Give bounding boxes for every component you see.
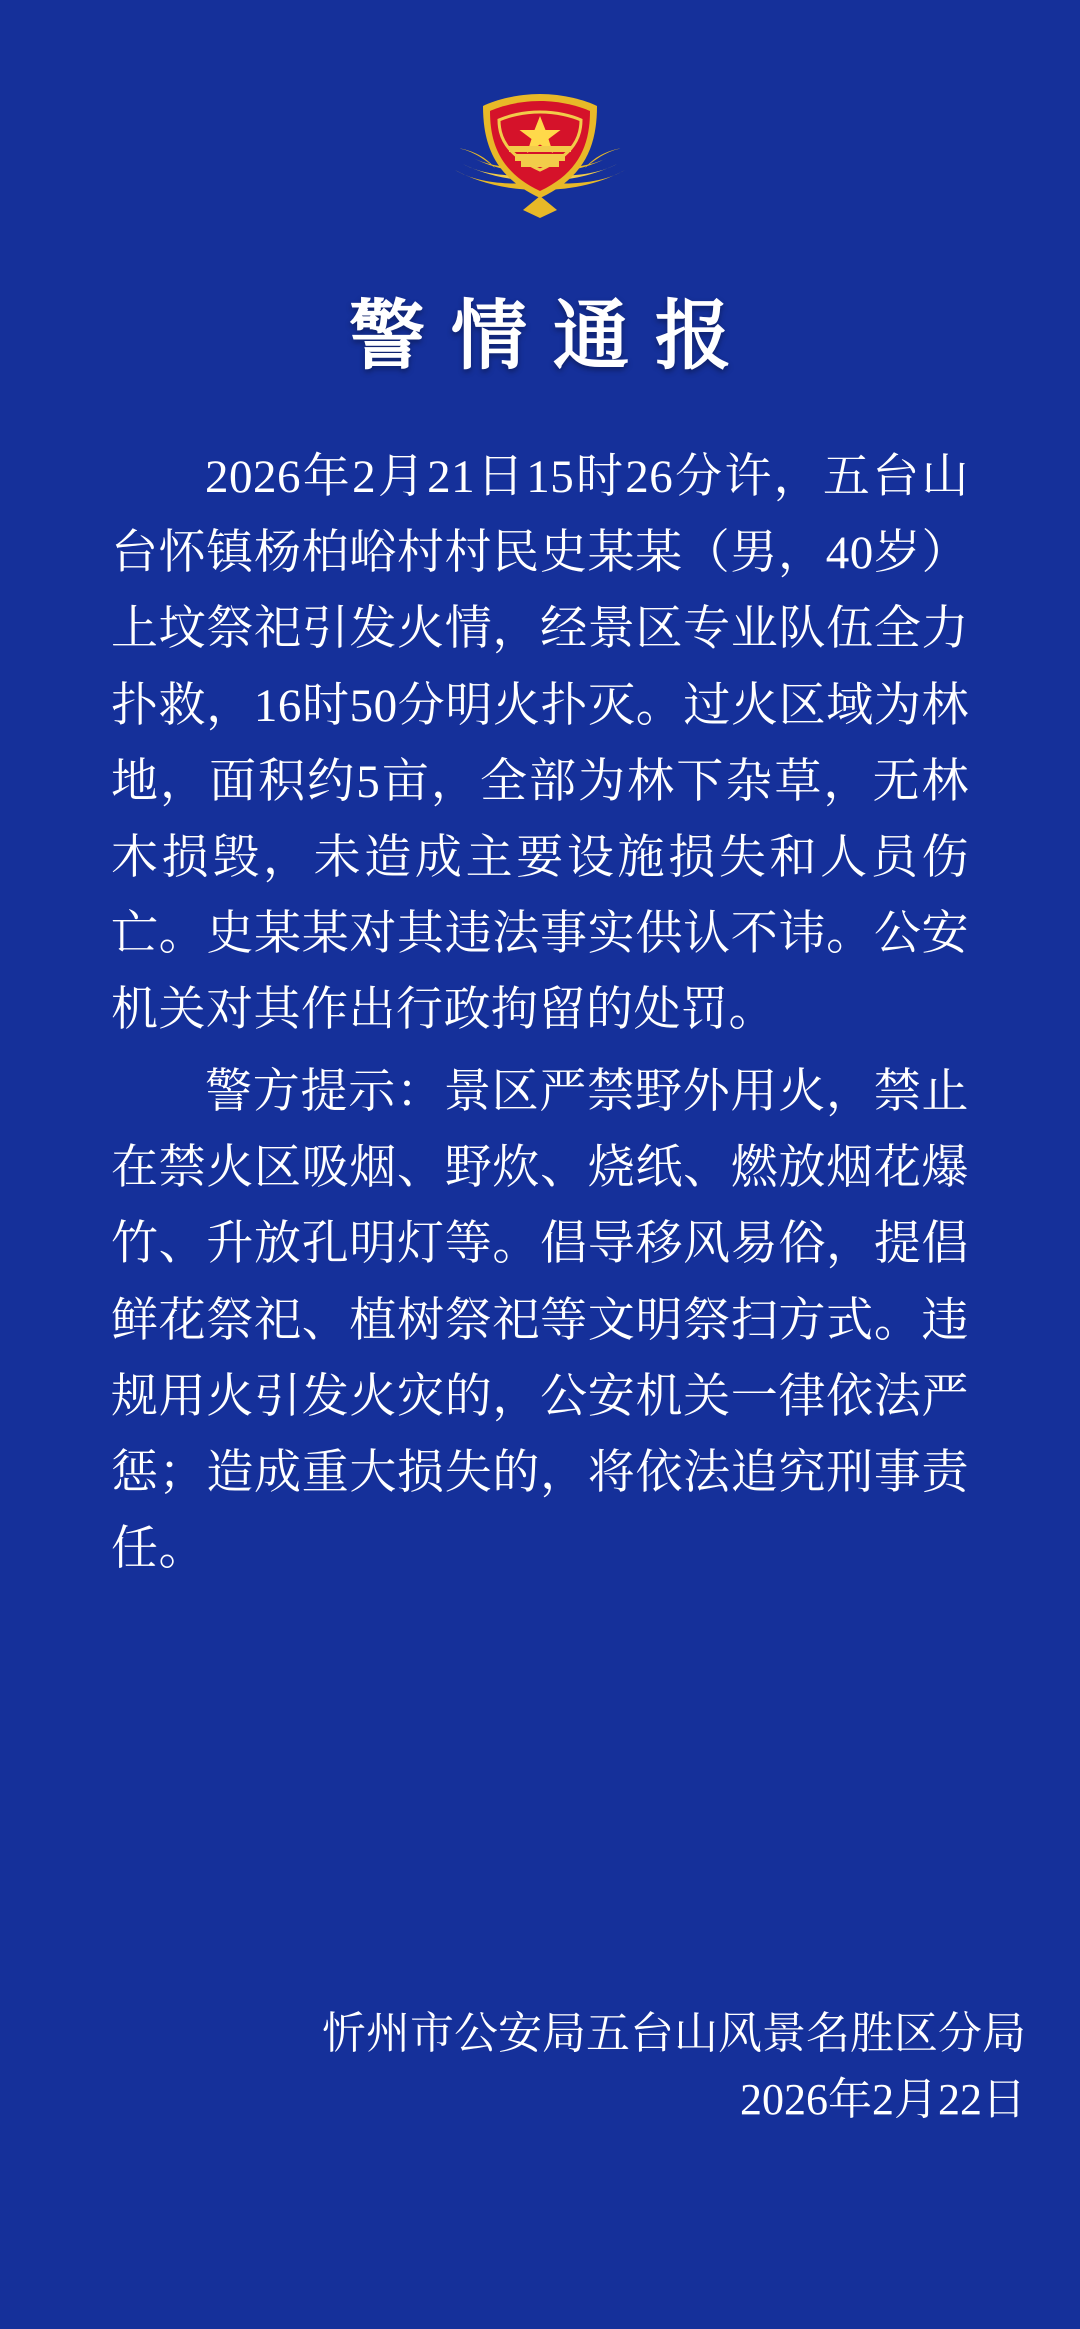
page-title: 警情通报 [349,295,757,379]
notice-paragraph-1: 2026年2月21日15时26分许，五台山台怀镇杨柏峪村村民史某某（男，40岁）上坟祭祀引发火情，经景区专业队伍全力扑救，16时50分明火扑灭。过火区域为林地，面积约5亩，全部为林下杂草，无林木损毁，未造成主要设施损失和人员伤亡。史某某对其违法事实供认不讳。公安机关对其作出行政拘留的处罚。 [111,451,969,1037]
signature-block [322,2001,1026,2133]
issue-date: 2026年2月22日 [740,2075,1026,2124]
china-police-badge-icon [445,78,635,268]
issuing-organization: 忻州市公安局五台山风景名胜区分局 [322,2009,1026,2058]
notice-body [57,439,1023,1591]
notice-paragraph-2: 警方提示：景区严禁野外用火，禁止在禁火区吸烟、野炊、烧纸、燃放烟花爆竹、升放孔明灯等。倡导移风易俗，提倡鲜花祭祀、植树祭祀等文明祭扫方式。违规用火引发火灾的，公安机关一律依法严惩；造成重大损失的，将依法追究刑事责任。 [111,1066,969,1575]
